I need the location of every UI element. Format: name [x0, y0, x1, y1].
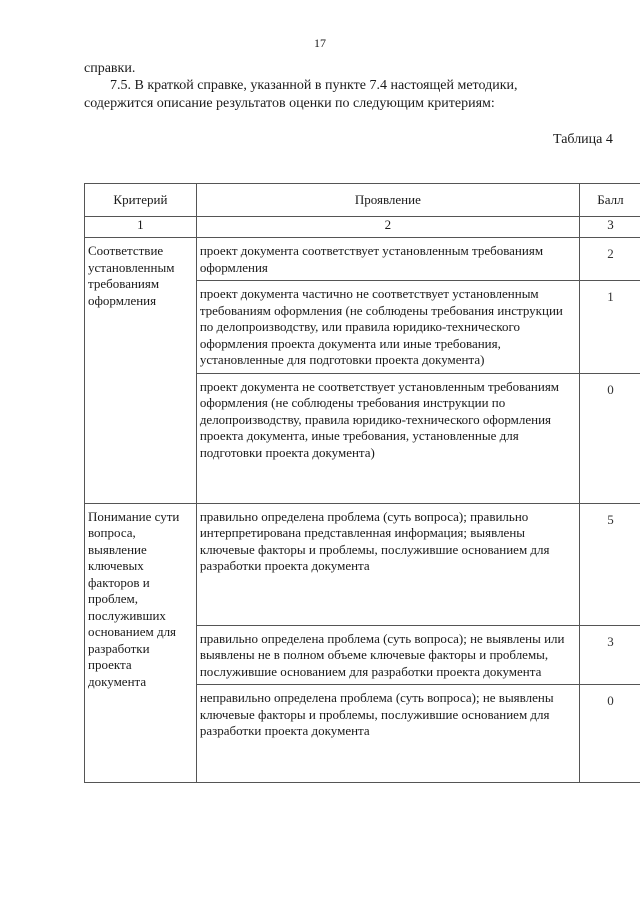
column-number: 3 — [579, 217, 640, 238]
header-score: Балл — [579, 184, 640, 217]
score-value: 2 — [579, 238, 640, 281]
table-header-row — [85, 184, 640, 217]
criterion-name: Понимание сути вопроса, выявление ключевых факторов и проблем, послуживших основанием для разработки проекта документа — [85, 503, 197, 783]
body-text-line: справки. — [84, 61, 136, 76]
manifestation-text: правильно определена проблема (суть вопроса); правильно интерпретирована представленная информация; выявлены ключевые факторы и проблемы, послужившие основанием для разработки проекта документа — [196, 503, 579, 625]
body-text-line: содержится описание результатов оценки по следующим критериям: — [84, 96, 495, 111]
column-number-row — [85, 217, 640, 238]
manifestation-text: правильно определена проблема (суть вопроса); не выявлены или выявлены не в полном объеме ключевые факторы и проблемы, послужившие основанием для разработки проекта документа — [196, 625, 579, 685]
score-value: 5 — [579, 503, 640, 625]
page-number: 17 — [314, 36, 326, 50]
table-row — [85, 238, 640, 281]
header-criterion: Критерий — [85, 184, 197, 217]
manifestation-text: неправильно определена проблема (суть вопроса); не выявлены ключевые факторы и проблемы, послужившие основанием для разработки проекта документа — [196, 685, 579, 783]
criteria-table — [84, 183, 640, 783]
table-label: Таблица 4 — [553, 132, 613, 147]
body-text-line: 7.5. В краткой справке, указанной в пункте 7.4 настоящей методики, — [110, 78, 518, 93]
score-value: 0 — [579, 685, 640, 783]
table-row — [85, 503, 640, 625]
manifestation-text: проект документа не соответствует установленным требованиям оформления (не соблюдены требования инструкции по делопроизводству, правила юридико-технического оформления проекта документа, иные требования, установленные для подготовки проекта документа) — [196, 373, 579, 503]
manifestation-text: проект документа частично не соответствует установленным требованиям оформления (не соблюдены требования инструкции по делопроизводству, или правила юридико-технического оформления проекта документа или иные требования, установленные для подготовки проекта документа) — [196, 281, 579, 374]
score-value: 1 — [579, 281, 640, 374]
score-value: 3 — [579, 625, 640, 685]
column-number: 2 — [196, 217, 579, 238]
manifestation-text: проект документа соответствует установленным требованиям оформления — [196, 238, 579, 281]
header-manifestation: Проявление — [196, 184, 579, 217]
score-value: 0 — [579, 373, 640, 503]
column-number: 1 — [85, 217, 197, 238]
criterion-name: Соответствие установленным требованиям оформления — [85, 238, 197, 504]
